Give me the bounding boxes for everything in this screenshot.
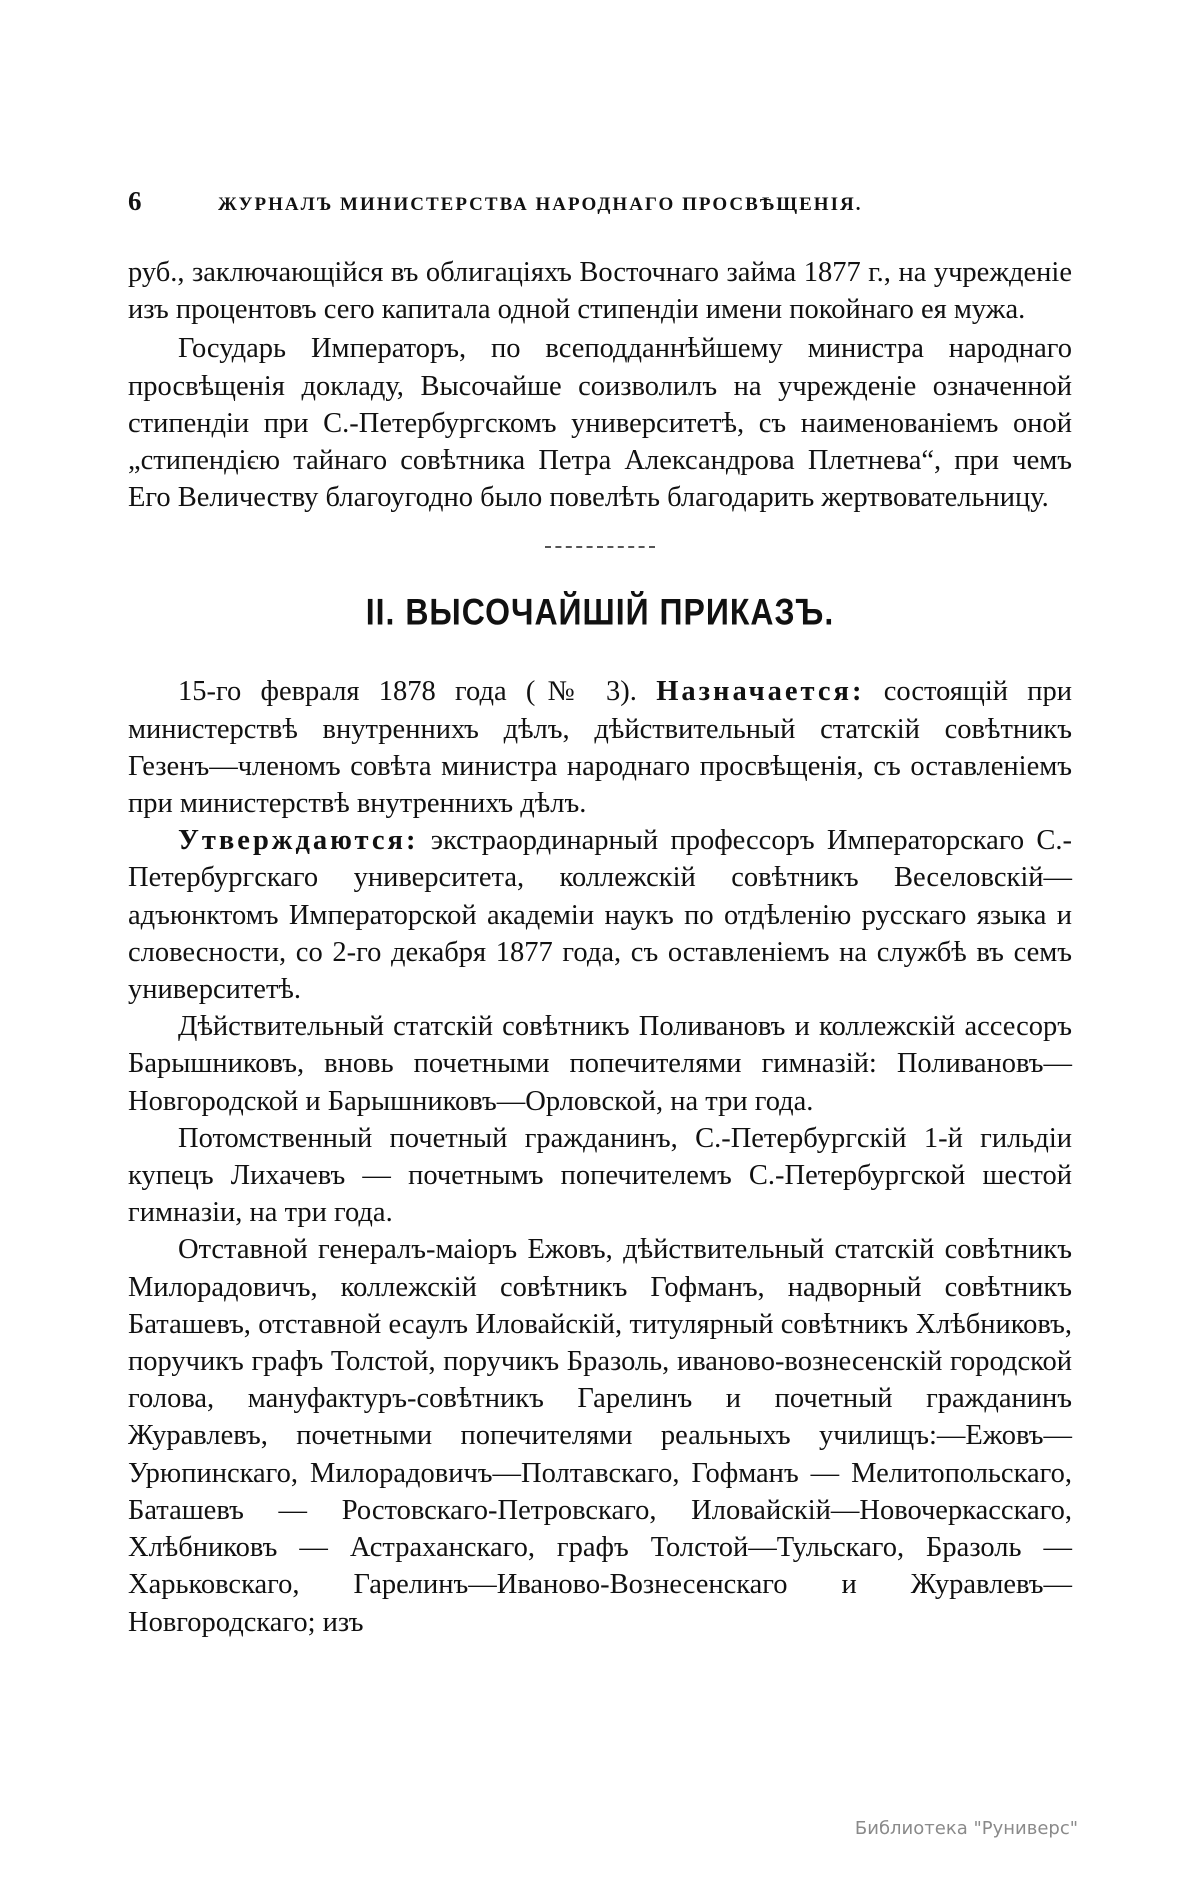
order-appointment-text: состоящій при министерствѣ внутреннихъ дѣлъ, дѣйствительный статскій совѣтникъ Гезенъ—членомъ совѣта министра народнаго просвѣщенія, съ оставленіемъ при министерствѣ внутреннихъ дѣлъ. [128,676,1073,820]
section-title: II. ВЫСОЧАЙШІЙ ПРИКАЗЪ. [365,591,835,634]
order-keyword-appointed: Назначается: [656,676,865,708]
running-head [128,186,1072,222]
order-paragraph-school-trustees: Отставной генералъ-маіоръ Ежовъ, дѣйствительный статскій совѣтникъ Милорадовичъ, коллежскій совѣтникъ Гофманъ, надворный совѣтникъ Баташевъ, отставной есаулъ Иловайскій, титулярный совѣтникъ Хлѣбниковъ, поручикъ графъ Толстой, поручикъ Бразоль, иваново-вознесенскій городской голова, мануфактуръ-совѣтникъ Гарелинъ и почетный гражданинъ Журавлевъ, почетными попечителями реальныхъ училищъ:—Ежовъ—Урюпинскаго, Милорадовичъ—Полтавскаго, Гофманъ — Мелитопольскаго, Баташевъ — Ростовскаго-Петровскаго, Иловайскій—Новочеркасскаго, Хлѣбниковъ — Астраханскаго, графъ Толстой—Тульскаго, Бразоль — Харьковскаго, Гарелинъ—Иваново-Вознесенскаго и Журавлевъ—Новгородскаго; изъ [128,1234,1072,1638]
intro-paragraph-decree: Государь Императоръ, по всеподданнѣйшему министра народнаго просвѣщенія докладу, Высочайше соизволилъ на учрежденіе означенной стипендіи при С.-Петербургскомъ университетѣ, съ наименованіемъ оной „стипендією тайнаго совѣтника Петра Александрова Плетнева“, при чемъ Его Величеству благоугодно было повелѣть благодарить жертвовательницу. [128,333,1072,514]
order-date: 15-го февраля 1878 года (№ 3). [178,676,637,708]
running-head-title: ЖУРНАЛЪ МИНИСТЕРСТВА НАРОДНАГО ПРОСВѢЩЕНІЯ. [218,194,863,215]
order-paragraph-appointment [128,673,1072,822]
section-divider [545,546,655,548]
page-number: 6 [128,186,143,216]
order-confirmed-text: экстраординарный профессоръ Императорскаго С.-Петербургскаго университета, коллежскій совѣтникъ Веселовскій—адъюнктомъ Императорской академіи наукъ по отдѣленію русскаго языка и словесности, со 2-го декабря 1877 года, съ оставленіемъ на службѣ въ семъ университетѣ. [128,825,1072,1006]
page [128,186,1072,1641]
order-paragraph-confirmed [128,822,1072,1008]
order-keyword-confirmed: Утверждаются: [178,825,419,857]
library-watermark: Библиотека "Руниверс" [854,1818,1078,1839]
intro-paragraph-continued: руб., заключающійся въ облигаціяхъ Восточнаго займа 1877 г., на учрежденіе изъ процентовъ сего капитала одной стипендіи имени покойнаго ея мужа. [128,257,1072,326]
order-paragraph-gymnasium-trustees: Дѣйствительный статскій совѣтникъ Поливановъ и коллежскій ассесоръ Барышниковъ, вновь почетными попечителями гимназій: Поливановъ—Новгородской и Барышниковъ—Орловской, на три года. [128,1011,1072,1117]
order-paragraph-merchant-trustee: Потомственный почетный гражданинъ, С.-Петербургскій 1-й гильдіи купецъ Лихачевъ — почетнымъ попечителемъ С.-Петербургской шестой гимназіи, на три года. [128,1122,1072,1229]
